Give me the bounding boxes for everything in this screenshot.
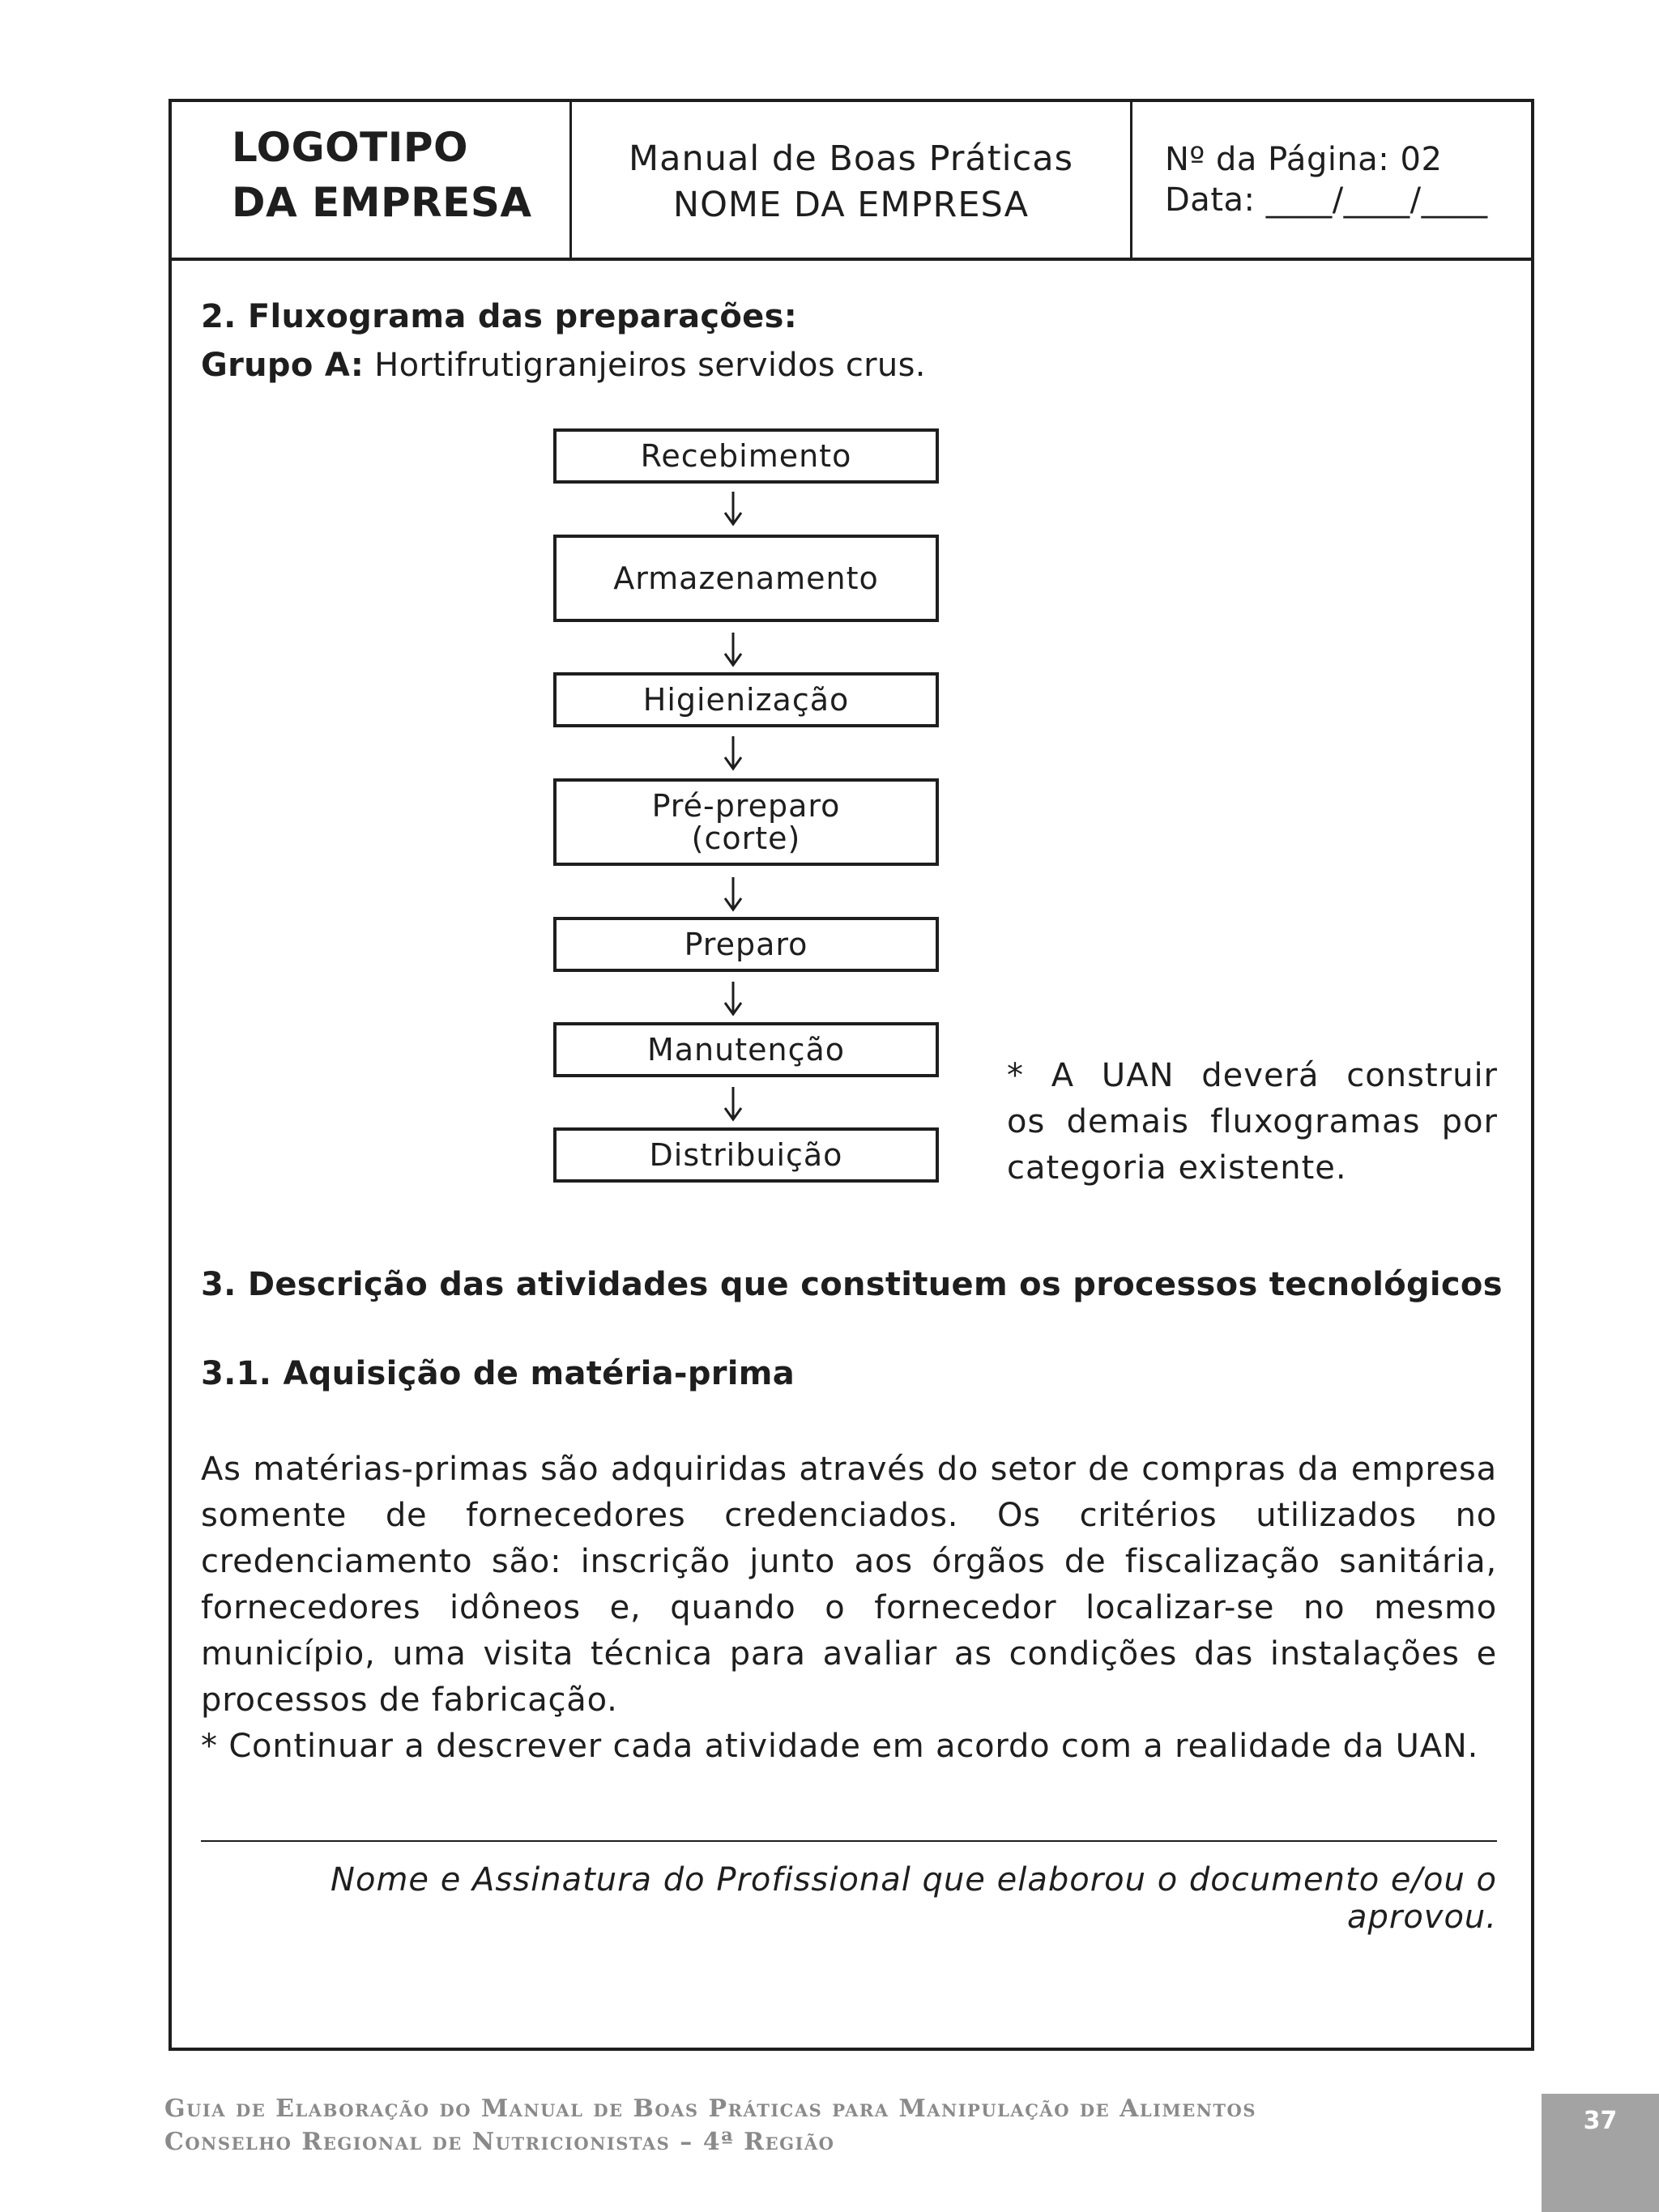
section-2-heading: 2. Fluxograma das preparações:: [201, 298, 798, 335]
flow-arrow-icon: [721, 631, 745, 668]
logo-line-1: LOGOTIPO: [232, 124, 468, 171]
logo-cell: [172, 102, 572, 258]
group-a-label: Grupo A:: [201, 347, 365, 384]
flow-arrow-icon: [721, 876, 745, 913]
section-3-heading: 3. Descrição das atividades que constituem os processos tecnológicos: [201, 1266, 1503, 1303]
flow-step-pre-preparo: [553, 778, 939, 866]
signature-line: [201, 1840, 1497, 1842]
group-a-text: Hortifrutigranjeiros servidos crus.: [364, 347, 926, 384]
section-3-1-paragraph: As matérias-primas são adquiridas através do setor de compras da empresa somente de fornecedores credenciados. Os critérios utilizados no credenciamento são: inscrição junto aos órgãos de fiscalização sanitária, fornecedores idôneos e, quando o fornecedor localizar-se no mesmo município, uma visita técnica para avaliar as condições das instalações e processos de fabricação.: [201, 1451, 1497, 1719]
flow-arrow-icon: [721, 1085, 745, 1123]
flow-arrow-icon: [721, 980, 745, 1017]
page-number-tab: 37: [1542, 2094, 1659, 2212]
logo-line-2: DA EMPRESA: [232, 179, 532, 226]
company-name: NOME DA EMPRESA: [672, 185, 1030, 225]
flowchart-note-line-3: categoria existente.: [1007, 1149, 1347, 1187]
title-cell: [572, 102, 1132, 258]
flow-step-distribuicao: Distribuição: [553, 1127, 939, 1183]
flow-step-pre-preparo-line-1: Pré-preparo: [651, 788, 841, 824]
footer-guide-title: Guia de Elaboração do Manual de Boas Práticas para Manipulação de Alimentos: [164, 2095, 1256, 2123]
signature-caption: Nome e Assinatura do Profissional que elaborou o documento e/ou o aprovou.: [331, 1861, 1497, 1936]
section-3-1-heading: 3.1. Aquisição de matéria-prima: [201, 1355, 795, 1392]
date-label: Data: ____/____/____: [1165, 181, 1488, 219]
document-header: [172, 102, 1531, 261]
flow-arrow-icon: [721, 735, 745, 772]
page-meta: [1165, 139, 1488, 220]
page-number-label: Nº da Página: 02: [1165, 141, 1443, 178]
flow-step-pre-preparo-line-2: (corte): [691, 820, 801, 856]
flow-step-armazenamento: Armazenamento: [553, 535, 939, 622]
footer-council: Conselho Regional de Nutricionistas – 4ª Região: [164, 2128, 835, 2156]
flow-step-preparo: Preparo: [553, 917, 939, 972]
flowchart-note: [1007, 1053, 1498, 1191]
flow-step-recebimento: Recebimento: [553, 428, 939, 484]
group-a-line: [201, 347, 926, 384]
manual-title-line-1: Manual de Boas Práticas: [629, 139, 1073, 179]
manual-title: [572, 136, 1130, 228]
continue-note: * Continuar a descrever cada atividade em acordo com a realidade da UAN.: [201, 1728, 1479, 1765]
company-logo-placeholder: [232, 120, 532, 230]
flow-step-higienizacao: Higienização: [553, 672, 939, 727]
flow-arrow-icon: [721, 490, 745, 527]
flowchart-note-line-1: * A UAN deverá construir: [1007, 1057, 1498, 1094]
flow-step-manutencao: Manutenção: [553, 1022, 939, 1077]
meta-cell: [1132, 102, 1531, 258]
flowchart-note-line-2: os demais fluxogramas por: [1007, 1103, 1498, 1140]
page-footer: [164, 2092, 1256, 2159]
